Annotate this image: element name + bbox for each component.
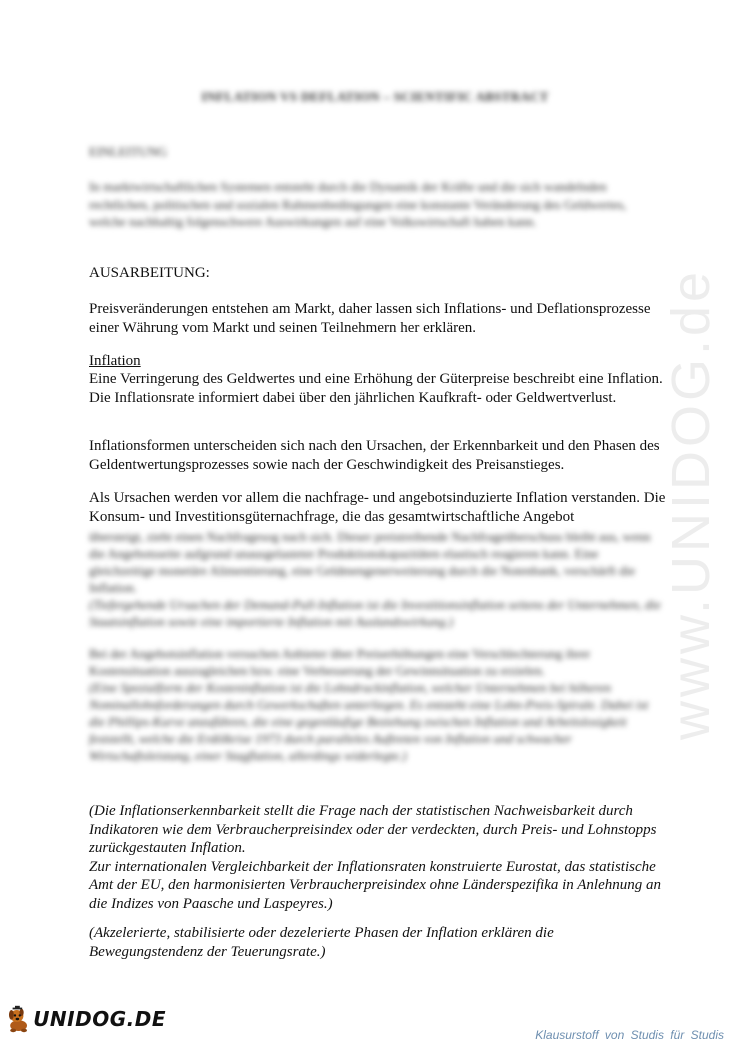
watermark: www.UNIDOG.de — [661, 267, 721, 740]
angebot-blurred-section — [89, 645, 664, 764]
phasen-paragraph: (Akzelerierte, stabilisierte oder dezelerierte Phasen der Inflation erklären die Bewegungstendenz der Teuerungsrate.) — [89, 925, 554, 960]
formen-paragraph: Inflationsformen unterscheiden sich nach den Ursachen, der Erkennbarkeit und den Phasen des Geldentwertungsprozesses sowie nach der Geschwindigkeit des Preisanstieges. — [89, 438, 660, 473]
dog-icon — [6, 996, 31, 1042]
preis-paragraph: Preisveränderungen entstehen am Markt, daher lassen sich Inflations- und Deflationsprozesse einer Währung vom Markt und seinen Teilnehmern her erklären. — [89, 301, 651, 336]
erkennbarkeit-paragraph-2: Zur internationalen Vergleichbarkeit der Inflationsraten konstruierte Eurostat, das statistische Amt der EU, den harmonisierten Verbraucherpreisindex ohne Länderspezifika in Anlehnung an die Indizes von Paasche und Laspeyres.) — [89, 858, 662, 912]
inflation-definition: Eine Verringerung des Geldwertes und eine Erhöhung der Güterpreise beschreibt eine Inflation. Die Inflationsrate informiert dabei über den jährlichen Kaufkraft- oder Geldwertverlust. — [89, 371, 663, 406]
inflation-heading: Inflation — [89, 353, 141, 369]
angebot-blurred-italic: (Eine Spezialform der Kosteninflation ist die Lohndruckinflation, welcher Unternehmen bei höheren Nominallohnforderungen durch Gewerkschaften unterliegen. Es entsteht eine Lohn-Preis-Spirale. Dabei ist die Phillips-Kurve anzuführen, die eine gegenläufige Beziehung zwischen Inflation und Arbeitslosigkeit feststellt, welche die Erdölkrise 1973 durch paralleles Auftreten von Inflation und schwacher Wirtschaftsleistung, einer Stagflation, allerdings widerlegte.) — [89, 680, 649, 763]
ursachen-blurred-italic: (Tiefergehende Ursachen der Demand-Pull-Inflation ist die Investitionsinflation seitens der Unternehmen, die Staatsinflation sowie eine importierte Inflation mit Auslandswirkung.) — [89, 597, 661, 629]
unidog-logo — [6, 994, 166, 1044]
erkennbarkeit-section — [89, 802, 669, 913]
footer-slogan: Klausurstoff von Studis für Studis — [535, 1028, 724, 1042]
document-title: INFLATION VS DEFLATION – SCIENTIFIC ABSTRACT — [201, 89, 549, 104]
ursachen-paragraph: Als Ursachen werden vor allem die nachfrage- und angebotsinduzierte Inflation verstanden. Die Konsum- und Investitionsgüternachfrage, die das gesamtwirtschaftliche Angebot — [89, 490, 666, 525]
ausarbeitung-heading: AUSARBEITUNG: — [89, 265, 210, 281]
einleitung-heading: EINLEITUNG — [89, 144, 167, 159]
ursachen-blurred-text: übersteigt, zieht einen Nachfragesog nach sich. Dieser preistreibende Nachfrageüberschuss bleibt aus, wenn die Angebotsseite aufgrund unausgelasteter Produktionskapazitäten elastisch reagieren kann. Eine gleichzeitige monetäre Alimentierung, eine Geldmengenerweiterung durch die Notenbank, verschärft die Inflation. — [89, 529, 651, 595]
logo-text: UNIDOG.DE — [33, 1007, 166, 1031]
angebot-blurred-text: Bei der Angebotsinflation versuchen Anbieter über Preiserhöhungen eine Verschlechterung ihrer Kostensituation auszugleichen bzw. eine Verbesserung der Gewinnsituation zu erzielen. — [89, 646, 591, 678]
einleitung-text: In marktwirtschaftlichen Systemen entsteht durch die Dynamik der Kräfte und die sich wandelnden rechtlichen, politischen und sozialen Rahmenbedingungen eine konstante Veränderung des Geldwertes, welche nachhaltig folgenschwere Auswirkungen auf eine Volkswirtschaft haben kann. — [89, 179, 627, 229]
ursachen-blurred-section — [89, 528, 664, 630]
erkennbarkeit-paragraph-1: (Die Inflationserkennbarkeit stellt die Frage nach der statistischen Nachweisbarkeit durch Indikatoren wie dem Verbraucherpreisindex oder der verdeckten, durch Preis- und Lohnstopps zurückgestauten Inflation. — [89, 803, 657, 856]
